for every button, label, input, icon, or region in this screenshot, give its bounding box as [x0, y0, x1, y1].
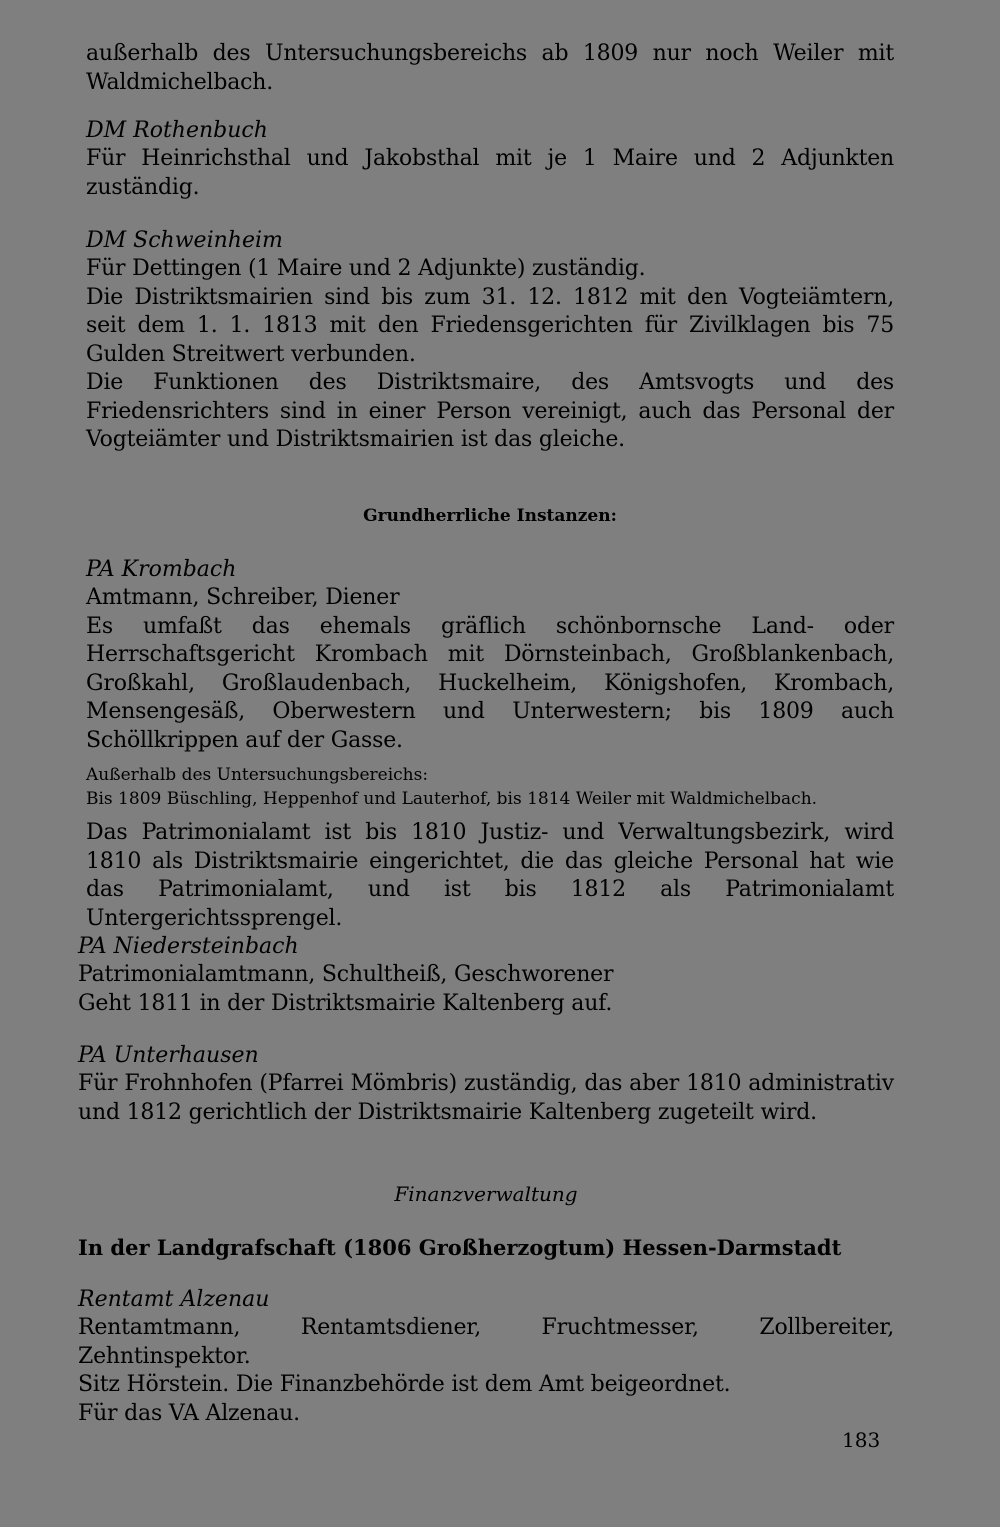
paragraph: Für Frohnhofen (Pfarrei Mömbris) zuständig, das aber 1810 administrativ und 1812 gerichtlich der Distriktsmairie Kaltenberg zugeteilt wird. — [78, 1071, 894, 1125]
section-title: Finanzverwaltung — [394, 1182, 578, 1206]
staff-list: Rentamtmann, Rentamtsdiener, Fruchtmesser, Zollbereiter, Zehntinspektor. — [78, 1315, 894, 1369]
finanz-heading-block — [78, 1182, 894, 1206]
top-paragraph-block — [86, 40, 894, 97]
section-pa-unterhausen — [78, 1042, 894, 1127]
paragraph: Für Heinrichsthal und Jakobsthal mit je 1 Maire und 2 Adjunkten zuständig. — [86, 146, 894, 200]
paragraph: Die Distriktsmairien sind bis zum 31. 12. 1812 mit den Vogteiämtern, seit dem 1. 1. 1813 mit den Friedensgerichten für Zivilklagen bis 75 Gulden Streitwert verbunden. — [86, 284, 894, 367]
section-heading: PA Unterhausen — [78, 1043, 259, 1068]
section-pa-niedersteinbach — [78, 933, 894, 1018]
paragraph: Für das VA Alzenau. — [78, 1400, 300, 1426]
note-label: Außerhalb des Untersuchungsbereichs: — [86, 765, 429, 785]
note-text: Bis 1809 Büschling, Heppenhof und Lauterhof, bis 1814 Weiler mit Waldmichelbach. — [86, 789, 818, 809]
section-pa-krombach — [86, 556, 894, 933]
section-heading: DM Rothenbuch — [86, 118, 268, 143]
section-dm-rothenbuch — [86, 117, 894, 202]
paragraph: außerhalb des Untersuchungsbereichs ab 1809 nur noch Weiler mit Waldmichelbach. — [86, 41, 894, 95]
section-heading: PA Niedersteinbach — [78, 934, 299, 959]
subheading: In der Landgrafschaft (1806 Großherzogtum) Hessen-Darmstadt — [78, 1235, 842, 1260]
paragraph: Die Funktionen des Distriktsmaire, des Amtsvogts und des Friedensrichters sind in einer Person vereinigt, auch das Personal der Vogteiämter und Distriktsmairien ist das gleiche. — [86, 370, 894, 452]
finanz-subheading-block — [78, 1234, 894, 1262]
section-heading: DM Schweinheim — [86, 228, 283, 253]
paragraph: Für Dettingen (1 Maire und 2 Adjunkte) zuständig. — [86, 256, 646, 281]
paragraph: Geht 1811 in der Distriktsmairie Kaltenberg auf. — [78, 990, 613, 1016]
section-title: Grundherrliche Instanzen: — [363, 506, 617, 526]
section-heading: Rentamt Alzenau — [78, 1287, 270, 1312]
grundherrliche-heading-block — [86, 506, 894, 526]
staff-list: Amtmann, Schreiber, Diener — [86, 585, 400, 610]
staff-list: Patrimonialamtmann, Schultheiß, Geschworener — [78, 962, 614, 987]
page-number: 183 — [842, 1428, 881, 1452]
paragraph: Das Patrimonialamt ist bis 1810 Justiz- und Verwaltungsbezirk, wird 1810 als Distriktsmairie eingerichtet, die das gleiche Personal hat wie das Patrimonialamt, und ist bis 1812 als Patrimonialamt Untergerichtssprengel. — [86, 820, 894, 931]
section-dm-schweinheim — [86, 227, 894, 455]
paragraph: Es umfaßt das ehemals gräflich schönbornsche Land- oder Herrschaftsgericht Krombach mit Dörnsteinbach, Großblankenbach, Großkahl, Großlaudenbach, Huckelheim, Königshofen, Krombach, Mensengesäß, Oberwestern und Unterwestern; bis 1809 auch Schöllkrippen auf der Gasse. — [86, 613, 894, 753]
section-heading: PA Krombach — [86, 557, 237, 582]
section-rentamt-alzenau — [78, 1286, 894, 1428]
paragraph: Sitz Hörstein. Die Finanzbehörde ist dem Amt beigeordnet. — [78, 1372, 731, 1397]
